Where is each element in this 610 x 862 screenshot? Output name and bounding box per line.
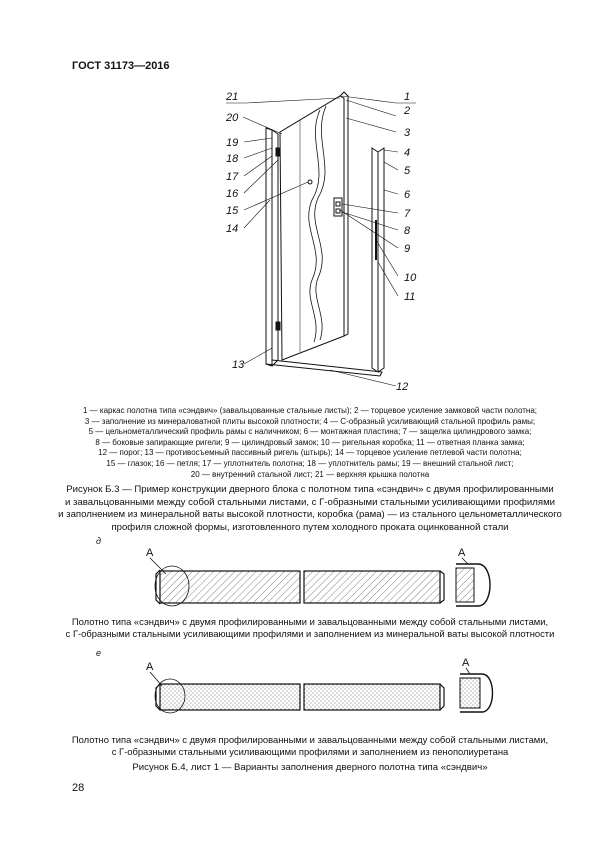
callout-10: 10 <box>404 272 417 284</box>
legend-line: 1 — каркас полотна типа «сэндвич» (завальцованные стальные листы); 2 — торцевое усиление замковой части полотна; <box>83 406 537 415</box>
panel-e-label: е <box>96 648 102 658</box>
callout-8: 8 <box>404 225 411 237</box>
caption-line: и завальцованными между собой стальными листами, с Г-образными стальными усиливающими профилями <box>64 496 556 508</box>
panel-d-caption <box>40 616 580 641</box>
marker-a-left-e: А <box>146 661 154 673</box>
callout-2: 2 <box>404 105 411 117</box>
section-panel-e <box>150 668 493 713</box>
caption-line: с Г-образными стальными усиливающими профилями и заполнением из пенополиуретана <box>111 746 509 758</box>
callout-3: 3 <box>404 127 411 139</box>
caption-line: Рисунок Б.3 — Пример конструкции дверного блока с полотном типа «сэндвич» с двумя профилированными <box>66 484 554 495</box>
legend-line: 12 — порог; 13 — противосъемный пассивный ригель (штырь); 14 — торцевое усиление петлевой части полотна; <box>98 448 522 458</box>
section-panel-d <box>150 558 490 606</box>
callout-6: 6 <box>404 189 411 201</box>
left-frame-post <box>266 128 272 366</box>
page-number: 28 <box>72 782 85 794</box>
callout-16: 16 <box>226 188 239 200</box>
caption-line: и заполнением из минеральной ваты высокой плотности, коробка (рама) — из стального цельнометаллического <box>58 509 562 521</box>
legend-line: 20 — внутренний стальной лист; 21 — верхняя крышка полотна <box>190 469 430 479</box>
callout-21: 21 <box>226 91 239 103</box>
figure-b4-caption: Рисунок Б.4, лист 1 — Варианты заполнения дверного полотна типа «сэндвич» <box>132 762 488 773</box>
caption-line: Полотно типа «сэндвич» с двумя профилированными и завальцованными между собой стальными листами, <box>71 734 549 745</box>
callout-9: 9 <box>404 243 411 255</box>
threshold <box>266 360 382 376</box>
callout-13: 13 <box>232 359 245 371</box>
marker-a-left-d: А <box>146 547 154 559</box>
marker-a-right-e: А <box>462 657 470 669</box>
door-drawing <box>266 92 384 376</box>
callout-15: 15 <box>226 205 239 217</box>
legend-line: 3 — заполнение из минераловатной плиты высокой плотности; 4 — С-образный усиливающий стальной профиль рамы; <box>84 416 536 426</box>
legend-line: 15 — глазок; 16 — петля; 17 — уплотнитель полотна; 18 — уплотнитель рамы; 19 — внешний стальной лист; <box>106 458 514 468</box>
callout-5: 5 <box>404 165 411 177</box>
callout-20: 20 <box>226 112 239 124</box>
panel-d-label: д <box>96 536 101 546</box>
panel-e-caption <box>40 734 580 759</box>
caption-line: с Г-образными стальными усиливающими профилями и заполнением из минеральной ваты высокой плотности <box>65 628 555 640</box>
callout-4: 4 <box>404 147 411 159</box>
legend-line: 8 — боковые запирающие ригели; 9 — цилиндровый замок; 10 — ригельная коробка; 11 — ответная планка замка; <box>95 437 525 447</box>
document-header: ГОСТ 31173—2016 <box>72 60 170 72</box>
callout-14: 14 <box>226 223 239 235</box>
door-leaf <box>280 96 344 360</box>
callout-11: 11 <box>404 291 416 303</box>
figure-b3-legend <box>56 406 564 480</box>
callout-12: 12 <box>396 381 409 393</box>
marker-a-right-d: А <box>458 547 466 559</box>
figure-b3-caption <box>40 484 580 534</box>
callout-17: 17 <box>226 171 239 183</box>
legend-line: 5 — цельнометаллический профиль рамы с наличником; 6 — монтажная пластина; 7 — защелка цилиндрового замка; <box>88 427 532 437</box>
callout-19: 19 <box>226 137 239 149</box>
caption-line: профиля сложной формы, изготовленного путем холодного проката оцинкованной стали <box>111 521 509 533</box>
callout-18: 18 <box>226 153 239 165</box>
callout-1: 1 <box>404 91 411 103</box>
caption-line: Полотно типа «сэндвич» с двумя профилированными и завальцованными между собой стальными листами, <box>71 616 549 627</box>
callout-7: 7 <box>404 208 411 220</box>
